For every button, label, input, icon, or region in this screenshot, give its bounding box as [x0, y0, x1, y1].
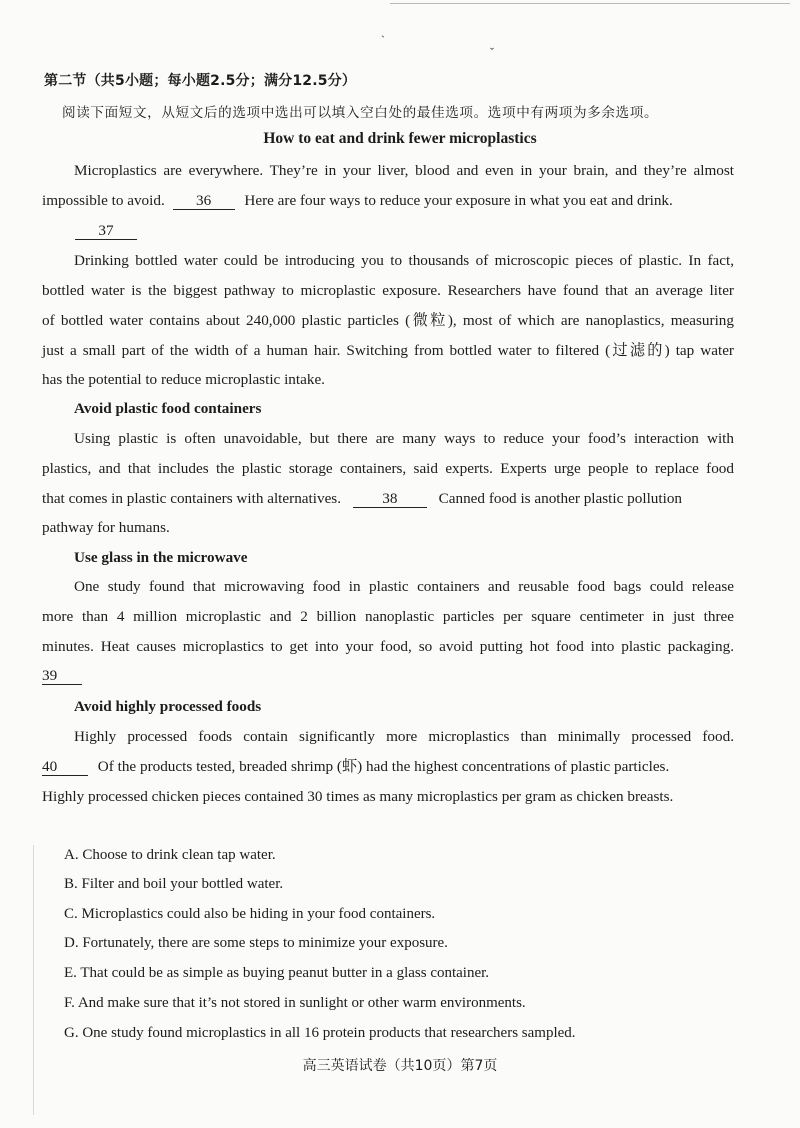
- blank-38[interactable]: 38: [353, 490, 427, 508]
- passage-line: Highly processed chicken pieces contained 30 times as many microplastics per gram as chicken breasts.: [42, 788, 674, 805]
- option-b[interactable]: B. Filter and boil your bottled water.: [64, 876, 284, 892]
- instructions: 阅读下面短文，从短文后的选项中选出可以填入空白处的最佳选项。选项中有两项为多余选项。: [62, 105, 659, 121]
- passage-text: that comes in plastic containers with alternatives.: [42, 490, 342, 507]
- section-header: 第二节（共5小题；每小题2.5分；满分12.5分）: [44, 73, 357, 89]
- blank-37[interactable]: 37: [75, 222, 137, 240]
- passage-line: minutes. Heat causes microplastics to get into your food, so avoid putting hot food into plastic packaging.: [42, 638, 734, 655]
- scan-top-edge: [390, 3, 790, 4]
- passage-line: more than 4 million microplastic and 2 billion nanoplastic particles per square centimeter in just three: [42, 608, 734, 625]
- option-e[interactable]: E. That could be as simple as buying peanut butter in a glass container.: [64, 965, 490, 981]
- blank-39[interactable]: 39: [42, 667, 82, 685]
- option-a[interactable]: A. Choose to drink clean tap water.: [64, 847, 276, 863]
- passage-line: Using plastic is often unavoidable, but there are many ways to reduce your food’s interaction with: [74, 430, 734, 447]
- passage-line: bottled water is the biggest pathway to microplastic exposure. Researchers have found that an average liter: [42, 282, 734, 299]
- option-f[interactable]: F. And make sure that it’s not stored in sunlight or other warm environments.: [64, 995, 526, 1011]
- passage-line: just a small part of the width of a human hair. Switching from bottled water to filtered (过滤的) tap water: [42, 342, 734, 359]
- passage-line: One study found that microwaving food in plastic containers and reusable food bags could release: [74, 578, 734, 595]
- passage-line: Drinking bottled water could be introducing you to thousands of microscopic pieces of plastic. In fact,: [74, 252, 734, 269]
- option-c[interactable]: C. Microplastics could also be hiding in your food containers.: [64, 906, 436, 922]
- passage-text: Canned food is another plastic pollution: [438, 490, 683, 507]
- passage-line: of bottled water contains about 240,000 plastic particles (微粒), most of which are nanoplastics, measuring: [42, 312, 734, 329]
- passage-title: How to eat and drink fewer microplastics: [263, 130, 537, 147]
- page-footer: 高三英语试卷（共10页）第7页: [302, 1058, 498, 1074]
- subheading: Avoid plastic food containers: [74, 400, 262, 417]
- blank-40[interactable]: 40: [42, 758, 88, 776]
- scan-speck: ˇ: [490, 45, 494, 59]
- passage-line: [42, 489, 734, 509]
- passage-line: [42, 666, 82, 686]
- blank-36[interactable]: 36: [173, 192, 235, 210]
- option-d[interactable]: D. Fortunately, there are some steps to minimize your exposure.: [64, 935, 448, 951]
- subheading: Avoid highly processed foods: [74, 698, 262, 715]
- passage-line: has the potential to reduce microplastic intake.: [42, 371, 325, 388]
- passage-text: Here are four ways to reduce your exposure in what you eat and drink.: [244, 192, 673, 209]
- passage-line: [75, 221, 137, 241]
- subheading: Use glass in the microwave: [74, 549, 248, 566]
- passage-text: impossible to avoid.: [42, 192, 165, 209]
- passage-line: [42, 757, 734, 777]
- scan-speck: `: [381, 33, 385, 47]
- option-g[interactable]: G. One study found microplastics in all 16 protein products that researchers sampled.: [64, 1025, 576, 1041]
- passage-text: Of the products tested, breaded shrimp (虾) had the highest concentrations of plastic particles.: [97, 758, 670, 775]
- passage-line: Microplastics are everywhere. They’re in your liver, blood and even in your brain, and they’re almost: [74, 162, 734, 179]
- passage-line: pathway for humans.: [42, 519, 170, 536]
- passage-line: Highly processed foods contain significantly more microplastics than minimally processed food.: [74, 728, 734, 745]
- passage-line: [42, 191, 734, 211]
- passage-line: plastics, and that includes the plastic storage containers, said experts. Experts urge people to replace food: [42, 460, 734, 477]
